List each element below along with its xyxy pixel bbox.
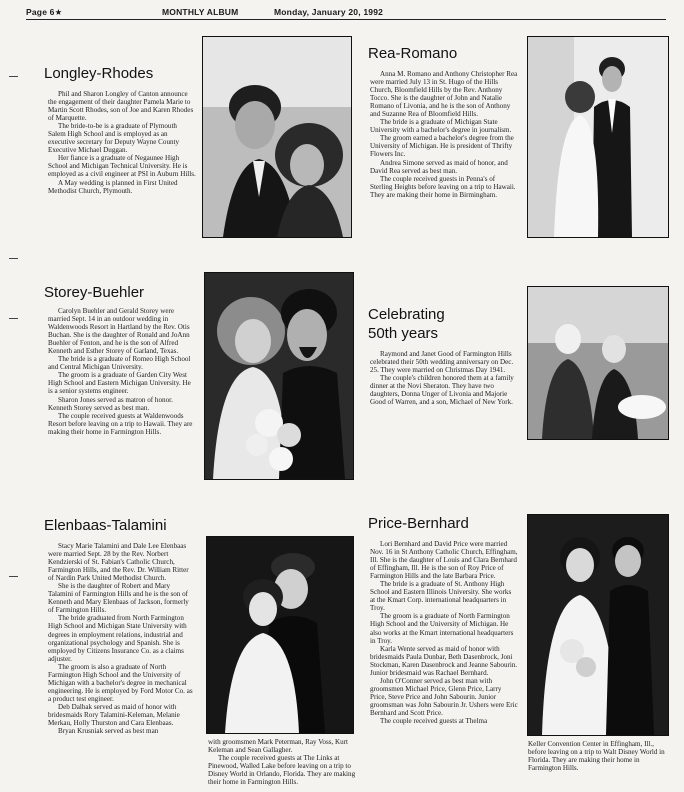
paragraph: The groom earned a bachelor's degree from the University of Michigan. He is president of Thrifty Flowers Inc. (370, 134, 514, 159)
wedding-photo-image (207, 537, 353, 733)
article-longley-rhodes (48, 90, 196, 195)
wedding-photo-image (205, 273, 353, 479)
article-price-bernhard (370, 540, 518, 725)
article-rea-romano (370, 70, 518, 199)
headline-celebrating-50th (368, 305, 445, 343)
article-celebrating-50th (370, 350, 518, 406)
paragraph: The groom is a graduate of Garden City West High School and Eastern Michigan University. He is a senior systems engineer. (48, 371, 191, 396)
paragraph: The bride is a graduate of Romeo High School and Central Michigan University. (48, 355, 191, 372)
photo-celebrating-50th (527, 286, 669, 440)
paragraph: The bride is a graduate of Michigan State University with a bachelor's degree in journalism. (370, 118, 512, 135)
wedding-photo-image (528, 37, 668, 237)
article-elenbaas-talamini (48, 542, 196, 735)
anniversary-photo-image (528, 287, 668, 439)
paragraph: Phil and Sharon Longley of Canton announce the engagement of their daughter Pamela Marie to Martin Scott Rhodes, son of Joe and Karen Rhodes of Marquette. (48, 90, 194, 123)
paragraph: Lori Bernhard and David Price were married Nov. 16 in St Anthony Catholic Church, Effingham, Ill. She is the daughter of Louis and Clara Bernhard of Effingham, Ill. He is the son of Roy Price of Farmington Hills and the late Barbara Price. (370, 540, 518, 581)
paragraph: The bride-to-be is a graduate of Plymouth Salem High School and is employed as an executive secretary for Deputy Wayne County Executive Michael Duggan. (48, 122, 180, 155)
paragraph: with groomsmen Mark Peterman, Ray Voss, Kurt Keleman and Sean Gallagher. (208, 738, 349, 755)
headline-line: Celebrating (368, 306, 445, 323)
paragraph: Bryan Krusniak served as best man (58, 727, 159, 736)
headline-storey-buehler: Storey-Buehler (44, 284, 145, 301)
paragraph: Karla Wente served as maid of honor with bridesmaids Paula Dunbar, Beth Dasenbrock, Joni Stockman, Karen Dasenbrock and Jeanne Sabourin. Junior bridesmaid was Rachael Bernhard. (370, 644, 518, 677)
paragraph: The couple received guests at Thelma (380, 717, 488, 726)
paragraph: The bride graduated from North Farmington High School and Michigan State University with degrees in employment relations, industrial and organizational psychology and Spanish. She is employed by Citizens Insurance Co. as a claims adjuster. (48, 614, 187, 663)
photo-longley-rhodes (202, 36, 352, 238)
paragraph: Anna M. Romano and Anthony Christopher Rea were married July 13 in St. Hugo of the Hills Church, Bloomfield Hills by the Rev. Anthony Tocco. She is the daughter of John and Natalie Romano of Livonia, and he is the son of Anthony and Suzanne Rea of Bloomfield Hills. (370, 70, 518, 119)
paragraph: Sharon Jones served as matron of honor. Kenneth Storey served as best man. (48, 395, 173, 412)
margin-mark (9, 318, 18, 319)
continuation-elenbaas-talamini (208, 738, 356, 786)
paragraph: Stacy Marie Talamini and Dale Lee Elenbaas were married Sept. 28 by the Rev. Norbert Kendzierski of St. Fabian's Catholic Church, Farmington Hills, and the Rev. Dr. William Ritter of Nardin Park United Methodist Church. (48, 542, 189, 583)
paragraph: A May wedding is planned in First United Methodist Church, Plymouth. (48, 178, 178, 195)
continuation-price-bernhard (528, 740, 672, 772)
paragraph: The couple's children honored them at a family dinner at the Novi Sheraton. They have two daughters, Donna Unger of Livonia and Majorie Good of Warren, and a son, Michael of New York. (370, 374, 514, 407)
page-header (26, 5, 666, 20)
headline-elenbaas-talamini: Elenbaas-Talamini (44, 517, 167, 534)
headline-line: 50th years (368, 325, 439, 342)
margin-mark (9, 576, 18, 577)
engagement-photo-image (203, 37, 351, 237)
paragraph: The couple received guests at The Links at Pinewood, Walled Lake before leaving on a trip to Disney World in Orlando, Florida. They are making their home in Farmington Hills. (208, 754, 356, 787)
headline-longley-rhodes: Longley-Rhodes (44, 65, 154, 82)
paragraph: Raymond and Janet Good of Farmington Hills celebrated their 50th wedding anniversary on Dec. 25. They were married on Christmas Day 1941. (370, 350, 514, 375)
paragraph: Keller Convention Center in Effingham, Ill., before leaving on a trip to Walt Disney World in Florida. They are making their home in Farmington Hills. (528, 740, 665, 773)
photo-price-bernhard (527, 514, 669, 736)
paragraph: Andrea Simone served as maid of honor, and David Rea served as best man. (370, 158, 508, 175)
paragraph: The groom is a graduate of North Farmington High School and the University of Michigan. He also works at the Kmart international headquarters in Troy. (370, 612, 514, 645)
article-storey-buehler (48, 307, 196, 436)
issue-date: Monday, January 20, 1992 (274, 7, 384, 17)
paragraph: The couple received guests in Penna's of Sterling Heights before leaving on a trip to Hawaii. They are making their home in Birmingham. (370, 174, 516, 199)
wedding-photo-image (528, 515, 668, 735)
paragraph: The bride is a graduate of St. Anthony High School and Eastern Illinois University. She works at the Kmart Corp. international headquarters in Troy. (370, 580, 512, 613)
headline-price-bernhard: Price-Bernhard (368, 515, 469, 532)
paragraph: Carolyn Buehler and Gerald Storey were married Sept. 14 in an outdoor wedding in Waldenwoods Resort in Hartland by the Rev. Otis Buchan. She is the daughter of Ronald and JoAnn Buehler of Fenton, and he is the son of Alfred Kenneth and Esther Storey of Garland, Texas. (48, 307, 190, 356)
headline-rea-romano: Rea-Romano (368, 45, 458, 62)
margin-mark (9, 76, 18, 77)
paragraph: The couple received guests at Waldenwoods Resort before leaving on a trip to Hawaii. They are making their home in Farmington Hills. (48, 411, 193, 436)
paragraph: She is the daughter of Robert and Mary Talamini of Farmington Hills and he is the son of Kenneth and Mary Elenbaas of Jackson, formerly of Farmington Hills. (48, 582, 189, 615)
paragraph: Deb Dalbak served as maid of honor with bridesmaids Rory Talamini-Keleman, Melanie Merkau, Holly Thurston and Cara Elenbaas. (48, 702, 180, 728)
margin-mark (9, 258, 18, 259)
page-number: Page 6★ (26, 7, 63, 17)
photo-rea-romano (527, 36, 669, 238)
section-name: MONTHLY ALBUM (162, 7, 239, 17)
paragraph: Her fiance is a graduate of Negaunee High School and Michigan Technical University. He is employed as a civil engineer at PSI in Auburn Hills. (48, 154, 196, 179)
paragraph: The groom is also a graduate of North Farmington High School and the University of Michigan with a bachelor's degree in mechanical engineering. He is employed by Ford Motor Co. as a product test engineer. (48, 662, 193, 703)
photo-storey-buehler (204, 272, 354, 480)
paragraph: John O'Conner served as best man with groomsmen Michael Price, Glenn Price, Larry Price, Steve Price and John Sabourin. Junior groomsman was John Sabourin Jr. Ushers were Eric Bernhard and Scott Price. (370, 676, 518, 717)
photo-elenbaas-talamini (206, 536, 354, 734)
